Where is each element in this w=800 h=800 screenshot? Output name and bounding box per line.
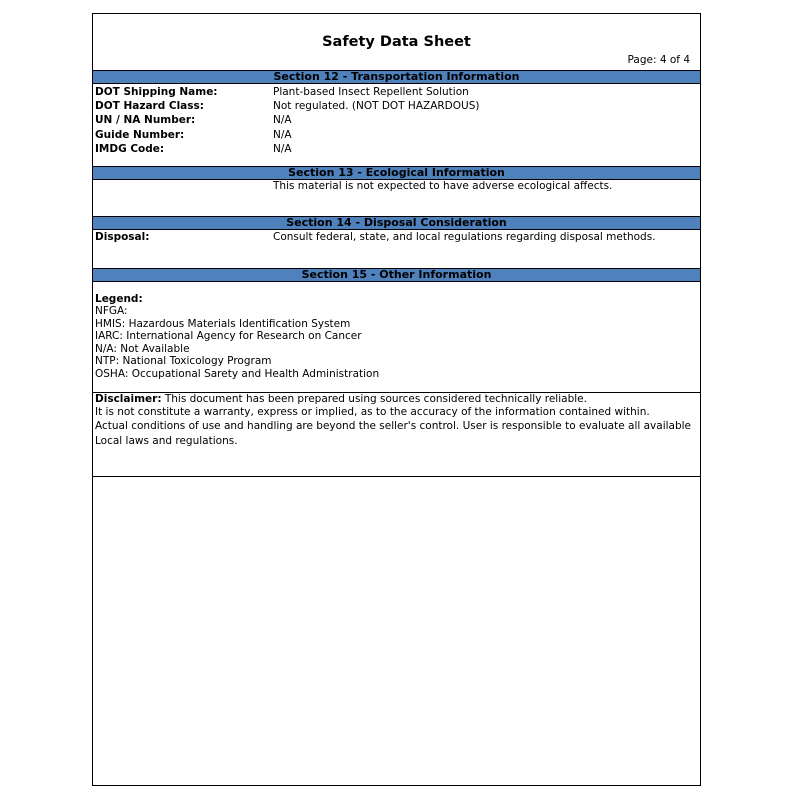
disposal-row	[95, 230, 698, 244]
disclaimer-line: It is not constitute a warranty, express or implied, as to the accuracy of the information contained within.	[95, 406, 650, 418]
divider	[93, 476, 700, 477]
legend-title: Legend:	[95, 293, 143, 305]
row-value: N/A	[273, 114, 292, 126]
imdg-code-row	[95, 142, 698, 156]
row-label: UN / NA Number:	[95, 114, 196, 126]
legend-item: HMIS: Hazardous Materials Identification System	[95, 318, 351, 330]
legend-item: NTP: National Toxicology Program	[95, 355, 272, 367]
disclaimer-text: This document has been prepared using sources considered technically reliable.	[161, 393, 587, 405]
ecological-text: This material is not expected to have adverse ecological affects.	[273, 180, 613, 192]
sds-page	[92, 13, 701, 786]
disclaimer-label: Disclaimer:	[95, 393, 162, 405]
row-label: Disposal:	[95, 231, 150, 243]
legend-item: IARC: International Agency for Research on Cancer	[95, 330, 362, 342]
legend-item: NFGA:	[95, 305, 128, 317]
document-title: Safety Data Sheet	[322, 34, 471, 50]
section-13-header: Section 13 - Ecological Information	[93, 166, 700, 180]
dot-hazard-class-row	[95, 99, 698, 113]
row-value: N/A	[273, 143, 292, 155]
row-value: Consult federal, state, and local regulations regarding disposal methods.	[273, 231, 656, 243]
legend-item: OSHA: Occupational Sarety and Health Administration	[95, 368, 380, 380]
disclaimer-first-line	[95, 393, 587, 406]
ecological-row	[95, 179, 698, 193]
row-value: N/A	[273, 129, 292, 141]
guide-number-row	[95, 128, 698, 142]
legend-item: N/A: Not Available	[95, 343, 190, 355]
un-na-number-row	[95, 113, 698, 127]
section-15-header: Section 15 - Other Information	[93, 268, 700, 282]
section-14-header: Section 14 - Disposal Consideration	[93, 216, 700, 230]
row-label: DOT Hazard Class:	[95, 100, 204, 112]
dot-shipping-name-row	[95, 85, 698, 99]
row-value: Plant-based Insect Repellent Solution	[273, 86, 469, 98]
row-label: IMDG Code:	[95, 143, 165, 155]
section-12-header: Section 12 - Transportation Information	[93, 70, 700, 84]
disclaimer-line: Local laws and regulations.	[95, 435, 238, 447]
row-label: Guide Number:	[95, 129, 185, 141]
page-number: Page: 4 of 4	[627, 54, 690, 66]
row-label: DOT Shipping Name:	[95, 86, 218, 98]
disclaimer-line: Actual conditions of use and handling are beyond the seller's control. User is responsible to evaluate all available	[95, 420, 692, 432]
row-value: Not regulated. (NOT DOT HAZARDOUS)	[273, 100, 480, 112]
